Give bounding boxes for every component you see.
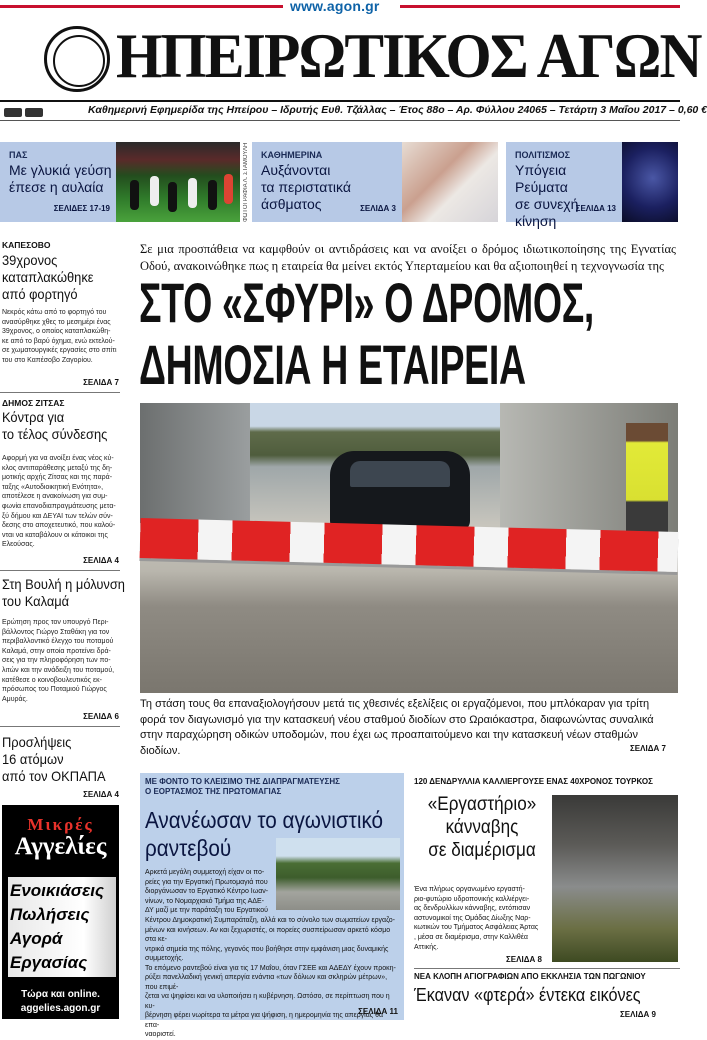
top-red-rule-right xyxy=(400,5,680,8)
protest-photo xyxy=(276,838,400,910)
column-rule xyxy=(0,726,120,727)
story-label: ΜΕ ΦΟΝΤΟ ΤΟ ΚΛΕΙΣΙΜΟ ΤΗΣ ΔΙΑΠΡΑΓΜΑΤΕΥΣΗΣ Ο ΕΟΡΤΑΣΜΟΣ ΤΗΣ ΠΡΩΤΟΜΑΓΙΑΣ xyxy=(145,777,340,796)
teaser-label: ΚΑΘΗΜΕΡΙΝΑ xyxy=(261,150,323,160)
ads-title-main: Αγγελίες xyxy=(14,833,107,860)
football-photo xyxy=(116,142,240,222)
teaser-page-ref: ΣΕΛΙΔΑ 3 xyxy=(360,204,396,213)
story-body-full: Κέντρου Δημοκρατική Συμπαράταξη, αλλά και το σύνολο των σωματείων εργαζο- μένων και κινήσεων. Αν και ξεχωριστές, οι πορείες συσπείρωσαν αρκετό κόσμο στα κε- ντρικά σημεία της πόλης, γεγονός που βοήθησε στην εμφάνιση μιας δυναμικής συμμετοχής. Το επόμενο ραντεβού είναι για τις 17 Μαΐου, όταν ΓΣΕΕ και ΑΔΕΔΥ έχουν προκη- ρύξει πανελλαδική γενική απεργία ενάντια «των δόλιων και σκληρών μέτρων», που επιμέ- ζεται να ψηφίσει και να υλοποιήσει η κυβέρνηση. Ωστόσο, σε περίπτωση που η κυ- βέρνηση φέρει νωρίτερα τα μέτρα για ψήφιση, η ημερομηνία της απεργίας θα επα- ναοριστεί. xyxy=(145,917,396,1038)
issue-info-line: Καθημερινή Εφημερίδα της Ηπείρου – Ιδρυτής Ευθ. Τζάλλας – Έτος 88ο – Αρ. Φύλλου 24065 – Τετάρτη 3 Μαΐου 2017 – 0,60 € xyxy=(88,104,707,116)
ads-footer-url[interactable]: aggelies.agon.gr xyxy=(20,1003,101,1014)
story-label: ΚΑΠΕΣΟΒΟ xyxy=(2,240,51,250)
story-headline-kapesovo[interactable]: 39χρονος καταπλακώθηκε από φορτηγό xyxy=(2,252,94,302)
ads-title-top: Μικρές xyxy=(27,815,94,834)
column-rule xyxy=(0,392,120,393)
info-rule xyxy=(0,120,680,121)
photo-caption: Τη στάση τους θα επαναξιολογήσουν μετά τις χθεσινές εξελίξεις οι εργαζόμενοι, που μπλόκαραν για τρίτη φορά τον διαγωνισμό για την κατασκευή νέου σταθμού διοδίων στο Ωραιόκαστρα, διαφωνώντας συναλικά στην παραχώρηση οδικών υποδομών, που έχει ως προαπαιτούμενο και την κατασκευή νέων σταθμών διοδίων. xyxy=(140,698,654,757)
story-page-ref: ΣΕΛΙΔΑ 4 xyxy=(83,556,119,565)
caption-page-ref: ΣΕΛΙΔΑ 7 xyxy=(630,744,666,753)
main-headline[interactable]: ΣΤΟ «ΣΦΥΡΙ» Ο ΔΡΟΜΟΣ, ΔΗΜΟΣΙΑ Η ΕΤΑΙΡΕΙΑ xyxy=(139,271,595,396)
photo-credit: ΦΩΤΟΓΡΑΦΙΑ Λ. ΣΤΑΜΟΥΛΗ xyxy=(243,142,249,222)
asthma-photo xyxy=(402,142,498,222)
story-page-ref: ΣΕΛΙΔΑ 7 xyxy=(83,378,119,387)
culture-photo xyxy=(622,142,678,222)
worker xyxy=(626,423,668,533)
top-red-rule-left xyxy=(0,5,283,8)
story-headline: Ανανέωσαν το αγωνιστικό ραντεβού xyxy=(145,807,384,861)
masthead-title: ΗΠΕΙΡΩΤΙΚΟΣ ΑΓΩΝ xyxy=(116,20,701,91)
story-body: Ερώτηση προς τον υπουργό Περι- βάλλοντος Γιώργο Σταθάκη για τον περιβαλλοντικό έλεγχο του ποταμού Καλαμά, στην οποία προτείνει δρά- σεις για την πληροφόρηση των πο- λιτών και την ανάδειξη του ποταμού, κατέθεσε ο κοινοβουλευτικός εκ- πρόσωπος του Ποταμιού Γιώργος Αμυράς. xyxy=(2,619,115,703)
story-headline-okpapa[interactable]: Προσλήψεις 16 ατόμων από τον ΟΚΠΑΠΑ xyxy=(2,734,106,784)
ads-categories xyxy=(8,877,116,977)
story-body: Αρκετά μεγάλη συμμετοχή είχαν οι πο- ρείες για την Εργατική Πρωτομαγιά που διοργάνωσαν το Εργατικό Κέντρο Ιωαν- νίνων, το Νομαρχιακό Τμήμα της ΑΔΕ- ΔΥ μαζί με την παράταξη του Εργατικού xyxy=(145,869,269,914)
column-rule xyxy=(0,570,120,571)
teaser-headline: Υπόγεια Ρεύματα σε συνεχή κίνηση xyxy=(515,162,579,229)
story-body: Νεκρός κάτω από το φορτηγό του ανασύρθηκε χθες το μεσημέρι ένας 39χρονος, ο οποίος καταπλακώθη- κε από το βαρύ όχημα, ενώ εκτελού- σε χωματουργικές εργασίες στο σπίτι του στο Καπέσοβο Ζαγορίου. xyxy=(2,309,117,364)
newspaper-seal-logo xyxy=(44,26,110,92)
story-body: Ένα πλήρως οργανωμένο εργαστή- ριο-φυτώριο υδροπονικής καλλιέργει- ας δενδρυλλίων κάνναβης, εντόπισαν αστυνομικοί της Ομάδας Δίωξης Ναρ- κωτικών του Τμήματος Ασφάλειας Άρτας , μέσα σε διαμέρισμα, στην Καλλιθέα Αττικής. xyxy=(414,886,539,951)
teaser-headline: Αυξάνονται τα περιστατικά άσθματος xyxy=(261,162,351,212)
social-icons xyxy=(4,104,50,114)
story-headline-zitsa[interactable]: Κόντρα για το τέλος σύνδεσης xyxy=(2,409,108,442)
teaser-pas[interactable] xyxy=(0,142,116,222)
teaser-headline: Με γλυκιά γεύση έπεσε η αυλαία xyxy=(9,162,112,195)
teaser-page-ref: ΣΕΛΙΔΑ 13 xyxy=(575,204,616,213)
story-headline: «Εργαστήριο» κάνναβης σε διαμέρισμα xyxy=(427,794,537,861)
site-url-link[interactable]: www.agon.gr xyxy=(290,0,380,14)
story-page-ref: ΣΕΛΙΔΑ 8 xyxy=(506,955,542,964)
teaser-label: ΠΟΛΙΤΙΣΜΟΣ xyxy=(515,150,571,160)
story-page-ref: ΣΕΛΙΔΑ 11 xyxy=(358,1007,398,1016)
teaser-politismos[interactable] xyxy=(506,142,622,229)
story-headline-kalamas[interactable]: Στη Βουλή η μόλυνση του Καλαμά xyxy=(2,576,125,609)
story-label: ΔΗΜΟΣ ΖΙΤΣΑΣ xyxy=(2,398,65,408)
facebook-icon[interactable] xyxy=(4,108,22,117)
ads-category: Πωλήσεις xyxy=(10,905,90,924)
story-label: 120 ΔΕΝΔΡΥΛΛΙΑ ΚΑΛΛΙΕΡΓΟΥΣΕ ΕΝΑΣ 40ΧΡΟΝΟΣ ΤΟΥΡΚΟΣ xyxy=(414,777,653,786)
cannabis-photo xyxy=(552,795,678,962)
twitter-icon[interactable] xyxy=(25,108,43,117)
story-body: Αφορμή για να ανοίξει ένας νέος κύ- κλος αντιπαράθεσης μεταξύ της δη- μοτικής αρχής Ζίτσας και της παρά- ταξης «Αυτοδιοικητική Ενότητα», αποτέλεσε η ανακοίνωση για συμ- φωνία επανοδιαπραγμάτευσης μετα- ξύ δήμου και ΔΕΥΑΙ των τελών σύν- δεσης στο αποχετευτικό, που καλού- νται να καταβάλουν οι κάτοικοι της Ελεούσας. xyxy=(2,455,116,549)
teaser-kathimerina[interactable] xyxy=(252,142,402,222)
main-story-lede: Σε μια προσπάθεια να καμφθούν οι αντιδράσεις και να ανοίξει ο δρόμος ιδιωτικοποίησης της Εγνατίας Οδού, ανακοινώθηκε πως η εταιρεία θα μείνει εκτός Υπερταμείου και θα αξιοποιηθεί η τεχνογνωσία της xyxy=(140,242,676,273)
ads-category: Ενοικιάσεις xyxy=(10,881,104,900)
story-label: ΝΕΑ ΚΛΟΠΗ ΑΓΙΟΓΡΑΦΙΩΝ ΑΠΟ ΕΚΚΛΗΣΙΑ ΤΩΝ ΠΩΓΩΝΙΟΥ xyxy=(414,972,646,981)
tollbooth-photo xyxy=(140,403,678,693)
teaser-label: ΠΑΣ xyxy=(9,150,28,160)
masthead-rule xyxy=(0,100,680,102)
story-page-ref: ΣΕΛΙΔΑ 9 xyxy=(620,1010,656,1019)
story-page-ref: ΣΕΛΙΔΑ 6 xyxy=(83,712,119,721)
story-headline: Έκαναν «φτερά» έντεκα εικόνες xyxy=(414,985,641,1005)
car xyxy=(330,451,470,531)
teaser-page-ref: ΣΕΛΙΔΕΣ 17-19 xyxy=(53,204,110,213)
ads-category: Εργασίας xyxy=(10,953,88,972)
classified-ads-banner[interactable] xyxy=(2,805,119,1019)
ads-category: Αγορά xyxy=(10,929,63,948)
story-page-ref: ΣΕΛΙΔΑ 4 xyxy=(83,790,119,799)
ads-footer: Τώρα και online. xyxy=(21,989,100,1000)
